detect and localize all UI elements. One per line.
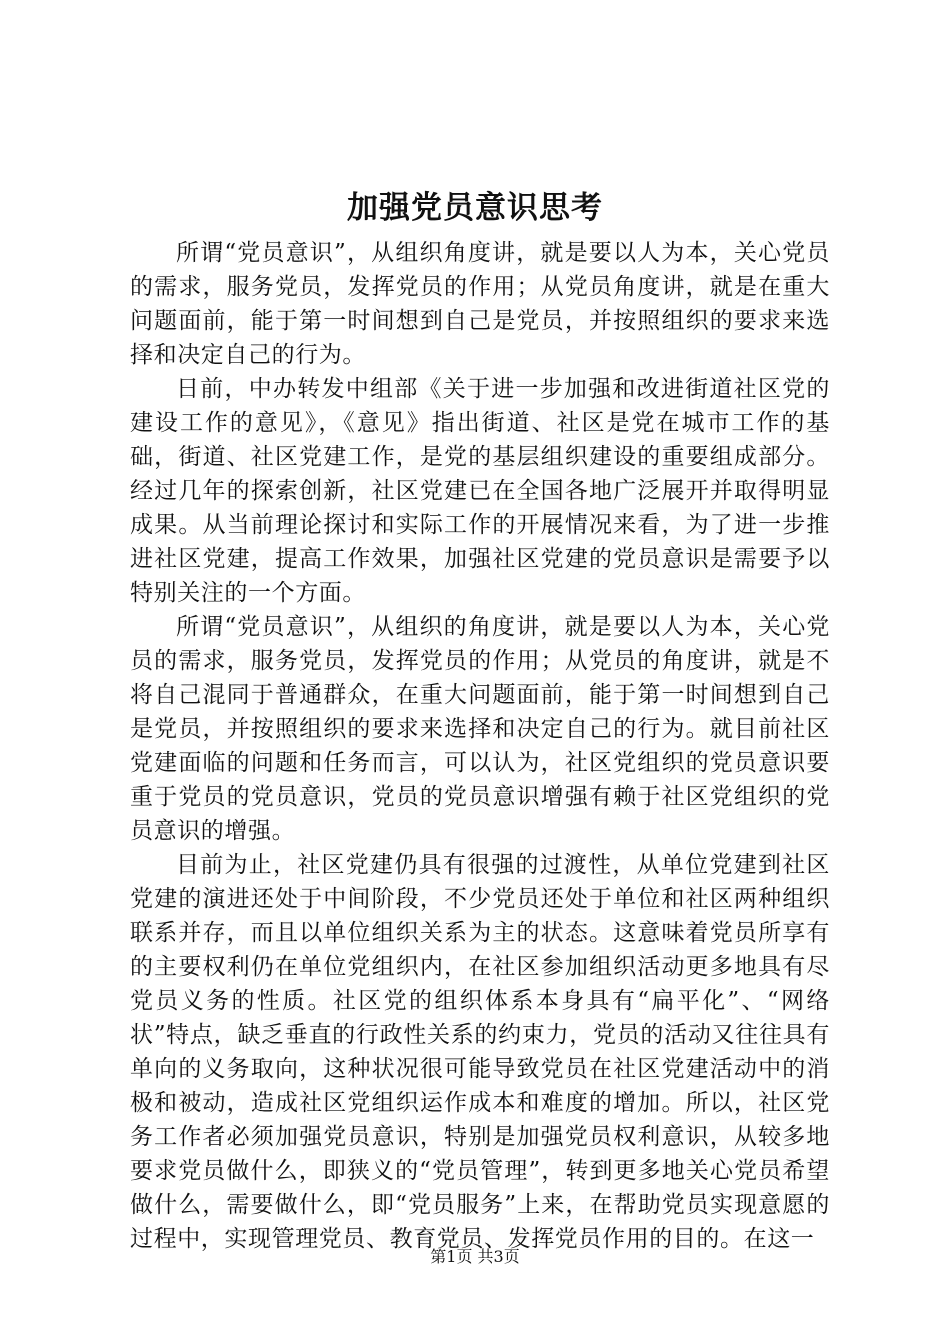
paragraph-2: 日前，中办转发中组部《关于进一步加强和改进街道社区党的建设工作的意见》，《意见》指出街道、社区是党在城市工作的基础，街道、社区党建工作，是党的基层组织建设的重要组成部分。经过几年的探索创新，社区党建已在全国各地广泛展开并取得明显成果。从当前理论探讨和实际工作的开展情况来看，为了进一步推进社区党建，提高工作效果，加强社区党建的党员意识是需要予以特别关注的一个方面。 [130,376,830,606]
paragraph-3: 所谓“党员意识”，从组织的角度讲，就是要以人为本，关心党员的需求，服务党员，发挥党员的作用；从党员的角度讲，就是不将自己混同于普通群众，在重大问题面前，能于第一时间想到自己是党员，并按照组织的要求来选择和决定自己的行为。就目前社区党建面临的问题和任务而言，可以认为，社区党组织的党员意识要重于党员的党员意识，党员的党员意识增强有赖于社区党组织的党员意识的增强。 [130,614,830,844]
paragraph-1: 所谓“党员意识”，从组织角度讲，就是要以人为本，关心党员的需求，服务党员，发挥党员的作用；从党员角度讲，就是在重大问题面前，能于第一时间想到自己是党员，并按照组织的要求来选择和决定自己的行为。 [130,240,830,368]
paragraph-4: 目前为止，社区党建仍具有很强的过渡性，从单位党建到社区党建的演进还处于中间阶段，不少党员还处于单位和社区两种组织联系并存，而且以单位组织关系为主的状态。这意味着党员所享有的主要权利仍在单位党组织内，在社区参加组织活动更多地具有尽党员义务的性质。社区党的组织体系本身具有“扁平化”、“网络状”特点，缺乏垂直的行政性关系的约束力，党员的活动又往往具有单向的义务取向，这种状况很可能导致党员在社区党建活动中的消极和被动，造成社区党组织运作成本和难度的增加。所以，社区党务工作者必须加强党员意识，特别是加强党员权利意识，从较多地要求党员做什么，即狭义的“党员管理”，转到更多地关心党员希望做什么，需要做什么，即“党员服务”上来，在帮助党员实现意愿的过程中，实现管理党员、教育党员、发挥党员作用的目的。在这一 [130,852,830,1252]
document-body [130,236,830,1256]
page-footer [0,1246,950,1268]
document-title: 加强党员意识思考 [347,190,603,226]
page-number-label: 第1页 共3页 [430,1247,520,1266]
